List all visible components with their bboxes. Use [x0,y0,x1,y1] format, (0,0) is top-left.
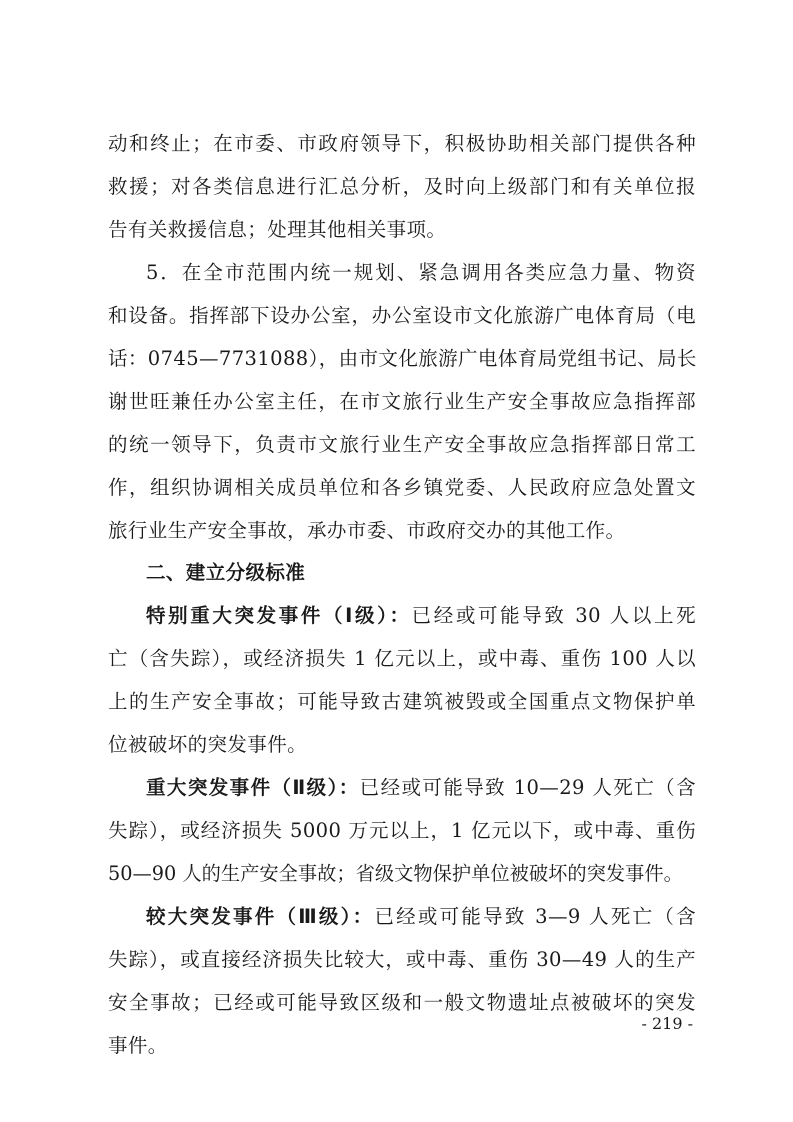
body-text-line: 谢世旺兼任办公室主任，在市文旅行业生产安全事故应急指挥部 [108,390,696,413]
body-text-line: 50—90 人的生产安全事故；省级文物保护单位被破坏的突发事件。 [108,862,683,885]
body-text-line: 事件。 [108,1034,168,1057]
body-text-line: 和设备。指挥部下设办公室，办公室设市文化旅游广电体育局（电 [108,304,696,327]
level-3-first-line [146,905,696,929]
body-text-line: 失踪），或经济损失 5000 万元以上，1 亿元以下，或中毒、重伤 [108,819,696,842]
section-heading: 二、建立分级标准 [146,561,306,584]
level-2-first-line [146,776,696,800]
body-text-line: 5．在全市范围内统一规划、紧急调用各类应急力量、物资 [146,261,696,284]
level-1-first-line [146,604,696,628]
body-text-line: 上的生产安全事故；可能导致古建筑被毁或全国重点文物保护单 [108,690,696,713]
level-2-text: 已经或可能导致 10—29 人死亡（含 [359,776,696,799]
level-2-label: 重大突发事件（Ⅱ级）： [146,776,360,799]
body-text-line: 失踪），或直接经济损失比较大，或中毒、重伤 30—49 人的生产 [108,948,696,971]
page-number: - 219 - [641,1014,693,1033]
body-text-line: 救援；对各类信息进行汇总分析，及时向上级部门和有关单位报 [108,175,696,198]
level-3-text: 已经或可能导致 3—9 人死亡（含 [374,905,696,928]
body-text-line: 亡（含失踪），或经济损失 1 亿元以上，或中毒、重伤 100 人以 [108,647,696,670]
body-text-line: 的统一领导下，负责市文旅行业生产安全事故应急指挥部日常工 [108,433,696,456]
body-text-line: 安全事故；已经或可能导致区级和一般文物遗址点被破坏的突发 [108,991,696,1014]
body-text-line: 旅行业生产安全事故，承办市委、市政府交办的其他工作。 [108,519,626,542]
body-text-line: 话：0745—7731088），由市文化旅游广电体育局党组书记、局长 [108,347,697,370]
body-text-line: 作，组织协调相关成员单位和各乡镇党委、人民政府应急处置文 [108,476,696,499]
body-text-line: 动和终止；在市委、市政府领导下，积极协助相关部门提供各种 [108,132,696,155]
level-1-label: 特别重大突发事件（Ⅰ级）： [146,604,412,627]
body-text-line: 位被破坏的突发事件。 [108,733,308,756]
body-text-line: 告有关救援信息；处理其他相关事项。 [108,218,447,241]
level-3-label: 较大突发事件（Ⅲ级）： [146,905,375,928]
level-1-text: 已经或可能导致 30 人以上死 [411,604,696,627]
